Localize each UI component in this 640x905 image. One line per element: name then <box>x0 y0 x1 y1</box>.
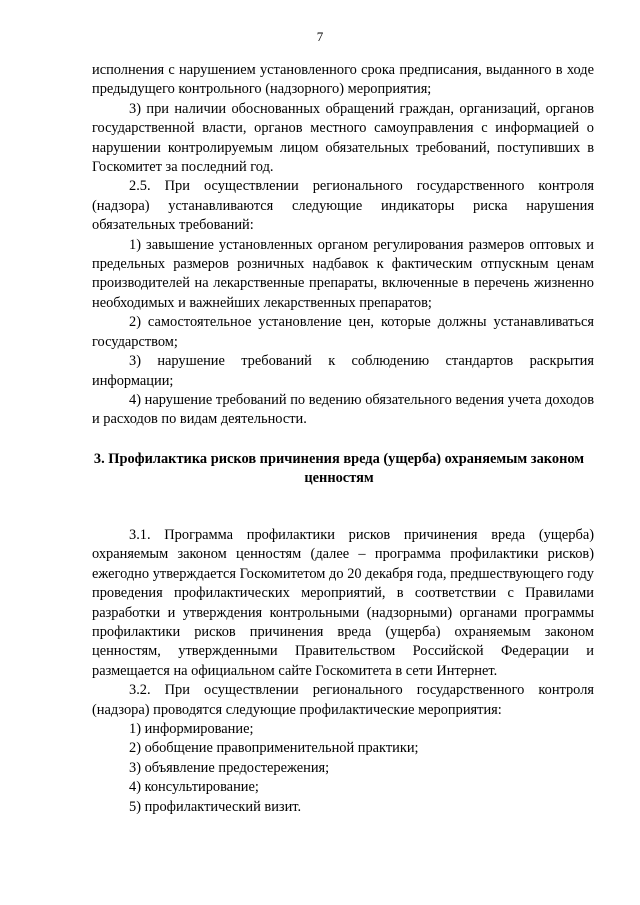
paragraph-3-1: 3.1. Программа профилактики рисков причинения вреда (ущерба) охраняемым законом ценностям (далее – программа профилактики рисков) ежегодно утверждается Госкомитетом до 20 декабря года, предшествующего году проведения профилактических мероприятий, в соответствии с Правилами разработки и утверждения контрольными (надзорными) органами программы профилактики рисков причинения вреда (ущерба) охраняемым законом ценностям, утвержденными Правительством Российской Федерации и размещается на официальном сайте Госкомитета в сети Интернет. <box>92 526 594 679</box>
paragraph-3-2: 3.2. При осуществлении регионального государственного контроля (надзора) проводятся следующие профилактические мероприятия: <box>92 682 594 718</box>
page-number: 7 <box>316 29 324 44</box>
document-body <box>92 61 594 817</box>
indicator-item-2: 2) самостоятельное установление цен, которые должны устанавливаться государством; <box>92 314 594 350</box>
indicator-item-4: 4) нарушение требований по ведению обязательного ведения учета доходов и расходов по видам деятельности. <box>92 391 594 428</box>
measure-item-3: 3) объявление предостережения; <box>129 759 330 776</box>
paragraph-2-5: 2.5. При осуществлении регионального государственного контроля (надзора) устанавливаются следующие индикаторы риска нарушения обязательных требований: <box>92 178 594 234</box>
indicator-item-1: 1) завышение установленных органом регулирования размеров оптовых и предельных размеров розничных надбавок к фактическим отпускным ценам производителей на лекарственные препараты, включенные в перечень жизненно необходимых и важнейших лекарственных препаратов; <box>92 236 594 311</box>
measure-item-1: 1) информирование; <box>129 720 254 737</box>
measure-item-5: 5) профилактический визит. <box>129 798 302 815</box>
indicator-item-3: 3) нарушение требований к соблюдению стандартов раскрытия информации; <box>92 353 594 389</box>
measure-item-2: 2) обобщение правоприменительной практики; <box>129 740 419 757</box>
section-heading: 3. Профилактика рисков причинения вреда (ущерба) охраняемым законом ценностям <box>93 450 585 487</box>
paragraph-continuation: исполнения с нарушением установленного срока предписания, выданного в ходе предыдущего контрольного (надзорного) мероприятия; <box>92 62 594 98</box>
paragraph-item-3: 3) при наличии обоснованных обращений граждан, организаций, органов государственной власти, органов местного самоуправления с информацией о нарушении контролируемым лицом обязательных требований, поступивших в Госкомитет за последний год. <box>92 100 594 176</box>
measure-item-4: 4) консультирование; <box>129 779 259 796</box>
